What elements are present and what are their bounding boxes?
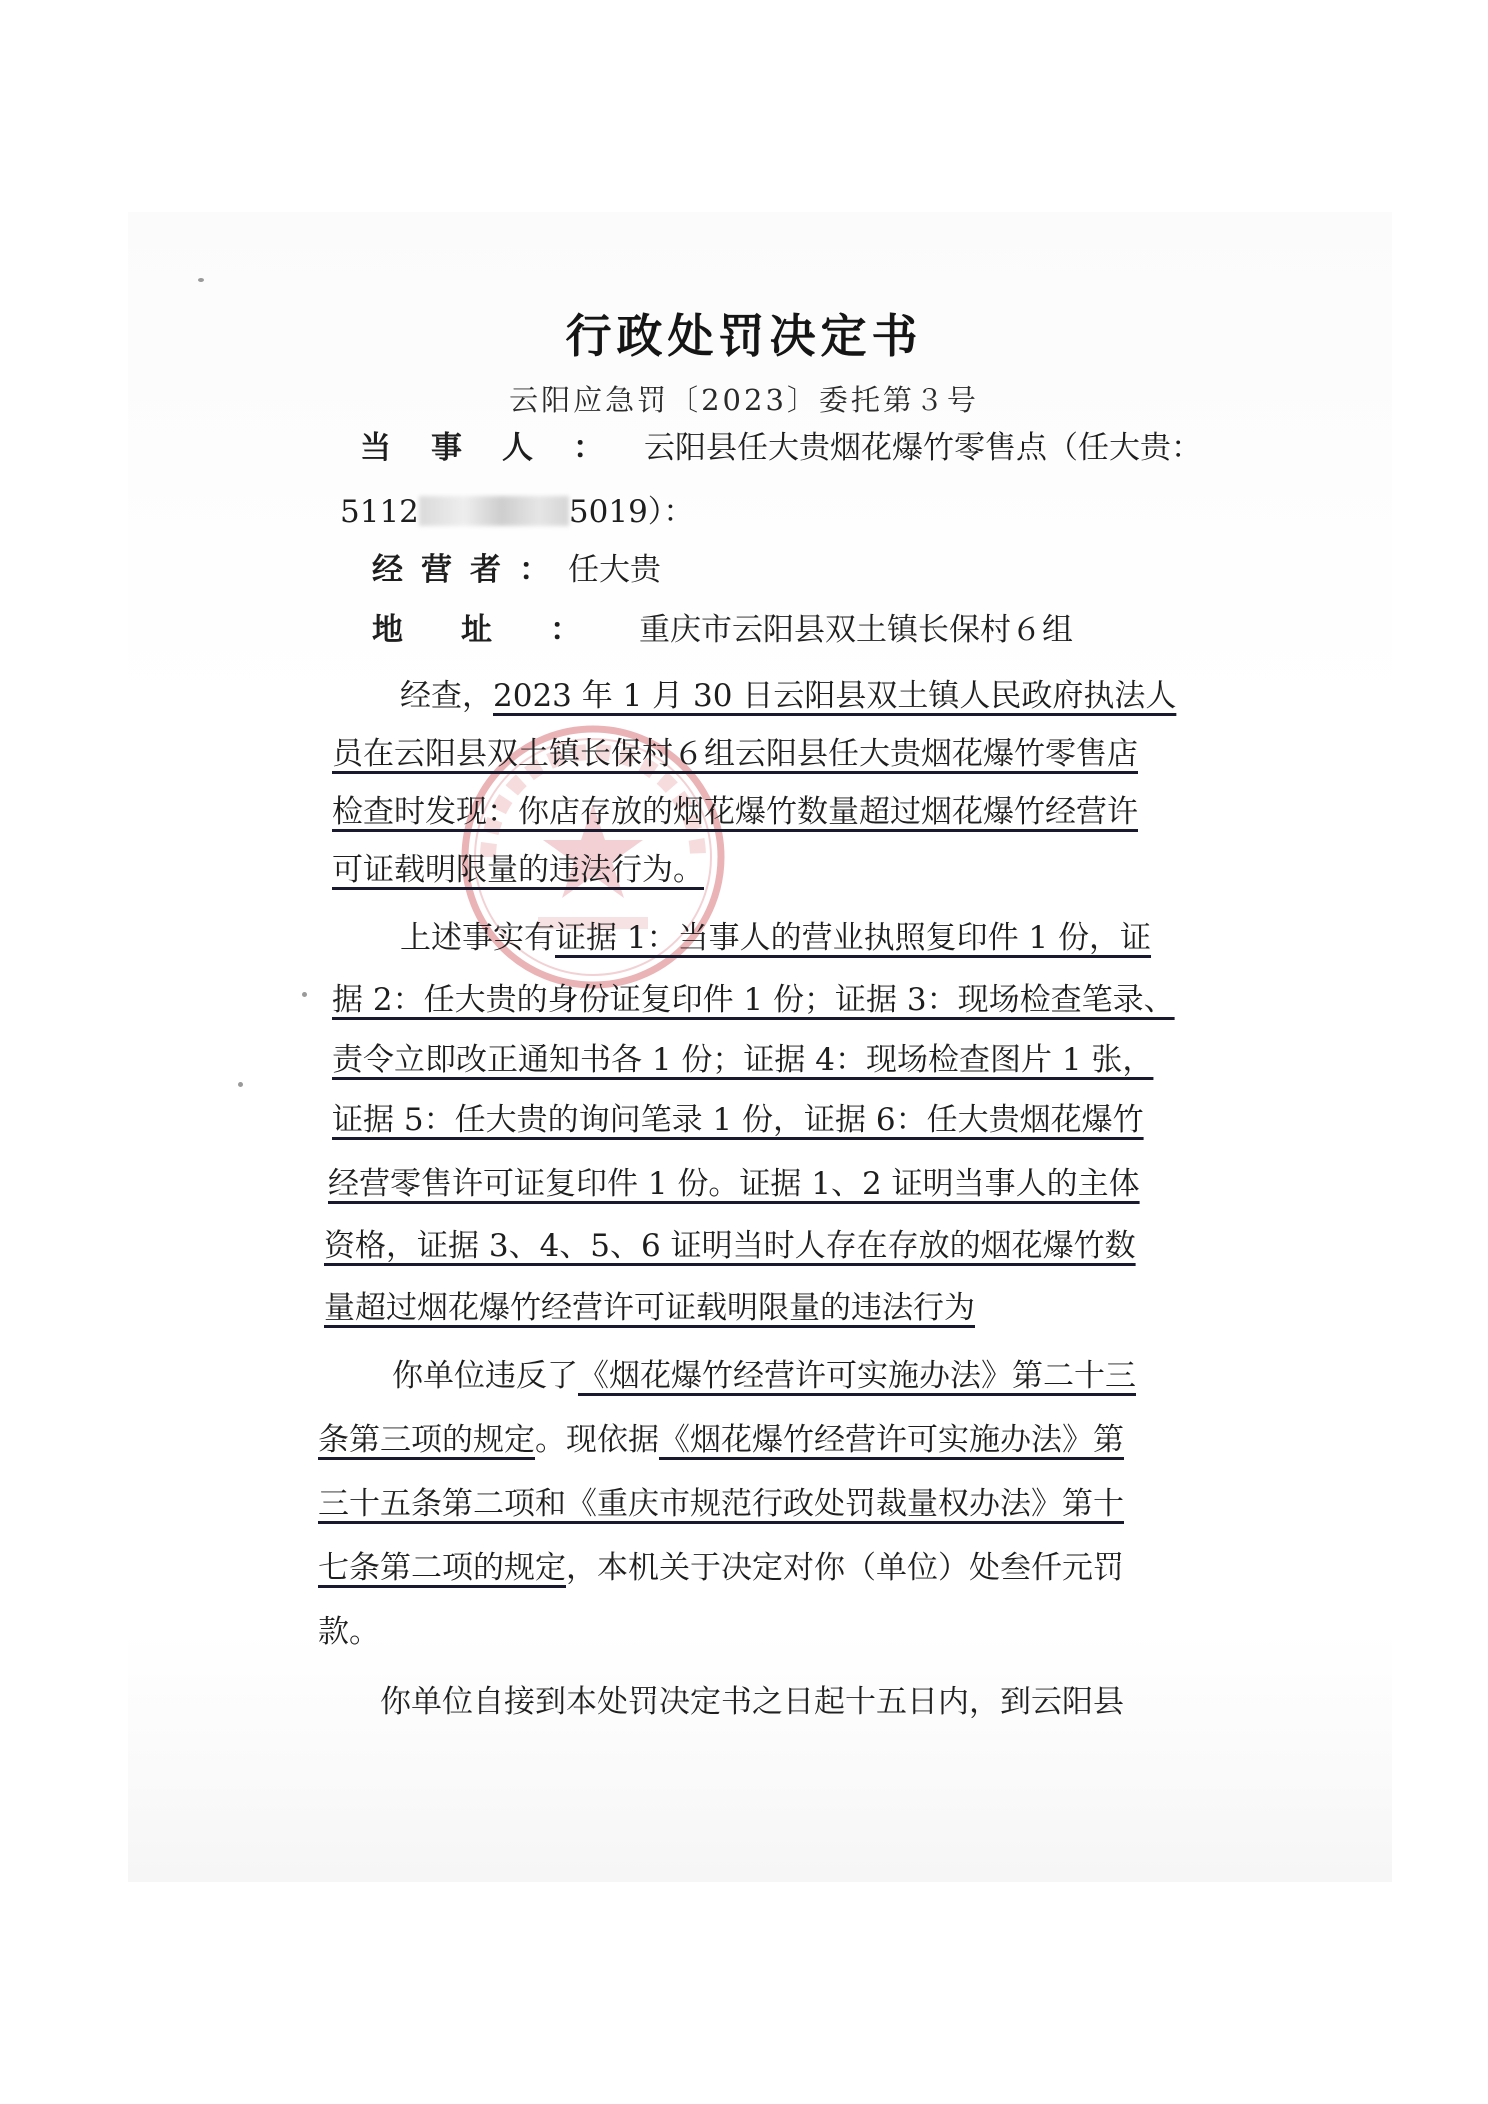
para3-line3: 三十五条第二项和《重庆市规范行政处罚裁量权办法》第十: [318, 1486, 1124, 1522]
para3-line2-b: 。现依据: [535, 1422, 659, 1458]
para3-line2: [318, 1420, 1124, 1460]
party-label: 当事人：: [360, 430, 644, 466]
para1-underlined: 2023 年 1 月 30 日云阳县双土镇人民政府执法人: [493, 678, 1177, 714]
para3-line2-c: 《烟花爆竹经营许可实施办法》第: [659, 1422, 1124, 1458]
para1-lead: 经查，: [400, 678, 493, 714]
party-value: 云阳县任大贵烟花爆竹零售点（任大贵：: [644, 430, 1202, 466]
para2-line3: 责令立即改正通知书各 1 份；证据 4：现场检查图片 1 张，: [332, 1042, 1154, 1078]
para2-line2: 据 2：任大贵的身份证复印件 1 份；证据 3：现场检查笔录、: [332, 982, 1175, 1018]
operator-line: [372, 550, 661, 590]
para2-line4: 证据 5：任大贵的询问笔录 1 份，证据 6：任大贵烟花爆竹: [332, 1102, 1144, 1138]
scan-speck: [238, 1082, 243, 1087]
id-suffix: 5019）：: [568, 494, 695, 530]
para1-line3: 检查时发现：你店存放的烟花爆竹数量超过烟花爆竹经营许: [332, 794, 1138, 830]
para3-lead: 你单位违反了: [392, 1358, 578, 1394]
scan-speck: [198, 278, 204, 282]
para3-line4-b: ，本机关于决定对你（单位）处叁仟元罚: [566, 1550, 1124, 1586]
para2-line5: 经营零售许可证复印件 1 份。证据 1、2 证明当事人的主体: [328, 1166, 1140, 1202]
para3-underlined: 《烟花爆竹经营许可实施办法》第二十三: [578, 1358, 1136, 1394]
para3-line5: 款。: [318, 1614, 380, 1650]
para4-line1: 你单位自接到本处罚决定书之日起十五日内，到云阳县: [380, 1684, 1124, 1720]
para3-line2-a: 条第三项的规定: [318, 1422, 535, 1458]
para2-lead: 上述事实有: [400, 920, 555, 956]
para2-line7: 量超过烟花爆竹经营许可证载明限量的违法行为: [324, 1290, 975, 1326]
para1-line2: 员在云阳县双土镇长保村６组云阳县任大贵烟花爆竹零售店: [332, 736, 1138, 772]
operator-label: 经营者：: [372, 552, 568, 588]
para3-line4-a: 七条第二项的规定: [318, 1550, 566, 1586]
party-line: [360, 428, 1202, 468]
para3-line4: [318, 1548, 1124, 1588]
redacted-id-block: [419, 496, 569, 526]
party-id-line: [340, 492, 694, 532]
operator-value: 任大贵: [568, 552, 661, 588]
id-prefix: 5112: [340, 494, 419, 530]
document-title: 行政处罚决定书: [565, 309, 923, 363]
document-number: 云阳应急罚〔2023〕委托第３号: [509, 383, 979, 417]
scan-speck: [302, 992, 307, 997]
para2-underlined: 证据 1：当事人的营业执照复印件 1 份，证: [555, 920, 1152, 956]
address-value: 重庆市云阳县双土镇长保村６组: [639, 612, 1073, 648]
para1-line1: [400, 676, 1176, 716]
address-line: [372, 610, 1073, 650]
para1-line4: 可证载明限量的违法行为。: [332, 852, 704, 888]
para3-line1: [392, 1356, 1136, 1396]
para2-line1: [400, 918, 1151, 958]
address-label: 地址：: [372, 612, 639, 648]
para2-line6: 资格，证据 3、4、5、6 证明当时人存在存放的烟花爆竹数: [324, 1228, 1136, 1264]
